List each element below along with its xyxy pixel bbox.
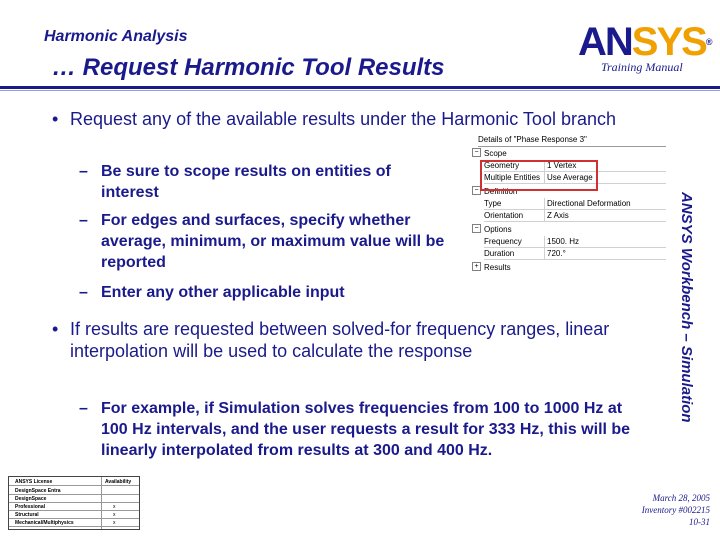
header-rule-thin	[0, 90, 720, 91]
logo-sys: SYS	[631, 20, 706, 64]
license-row	[9, 496, 139, 503]
sub-bullet-1b	[79, 210, 461, 273]
license-header-row	[9, 479, 139, 486]
section-title: Harmonic Analysis	[44, 28, 188, 45]
sub-bullet-2a	[79, 398, 646, 461]
detail-key: Orientation	[484, 211, 524, 220]
detail-key: Duration	[484, 249, 515, 258]
sub-dash: –	[79, 212, 88, 229]
license-row	[9, 512, 139, 519]
license-row	[9, 504, 139, 511]
collapse-icon[interactable]: −	[472, 186, 481, 195]
sub-dash: –	[79, 284, 88, 301]
footer-date: March 28, 2005	[652, 493, 710, 503]
footer-inventory: Inventory #002215	[641, 505, 710, 515]
license-mark: x	[113, 504, 116, 510]
detail-key: Frequency	[484, 237, 522, 246]
group-results: Results	[484, 263, 511, 272]
detail-key: Geometry	[484, 161, 520, 170]
collapse-icon[interactable]: −	[472, 148, 481, 157]
license-mark: x	[113, 520, 116, 526]
license-row	[9, 488, 139, 495]
highlight-box	[480, 160, 598, 191]
detail-row[interactable]	[484, 248, 666, 260]
sub-bullet-1a	[79, 161, 421, 203]
detail-value: 1 Vertex	[544, 160, 665, 171]
group-definition: Definition	[484, 187, 518, 196]
training-manual-label: Training Manual	[601, 60, 683, 74]
detail-row[interactable]	[484, 236, 666, 248]
license-name: Structural	[15, 512, 39, 518]
group-scope: Scope	[484, 149, 507, 158]
license-header: Availability	[105, 479, 132, 485]
header-rule	[0, 86, 720, 89]
detail-value: Z Axis	[544, 210, 665, 221]
slide-header	[0, 0, 720, 88]
slide-footer	[560, 492, 710, 528]
sub-dash: –	[79, 400, 88, 417]
license-row	[9, 520, 139, 527]
sub-bullet-1c	[79, 282, 441, 303]
detail-row[interactable]	[484, 198, 666, 210]
sub-bullet-1b-text: For edges and surfaces, specify whether average, minimum, or maximum value will be reported	[101, 212, 445, 271]
license-header: ANSYS License	[15, 479, 53, 485]
bullet-dot: •	[52, 109, 59, 129]
detail-key: Multiple Entities	[484, 173, 541, 182]
license-table	[8, 476, 140, 530]
sub-bullet-2a-text: For example, if Simulation solves frequencies from 100 to 1000 Hz at 100 Hz intervals, and the user requests a result for 333 Hz, this will be linearly interpolated from results at 300 and 400 Hz.	[101, 400, 631, 459]
sub-dash: –	[79, 163, 88, 180]
details-panel	[458, 134, 668, 284]
detail-row[interactable]	[484, 210, 666, 222]
detail-value: Use Average	[544, 172, 665, 183]
license-name: Professional	[15, 504, 46, 510]
details-panel-title: Details of "Phase Response 3"	[478, 134, 666, 147]
slide-title: … Request Harmonic Tool Results	[52, 54, 445, 81]
license-mark: x	[113, 512, 116, 518]
side-bar	[673, 96, 717, 423]
logo-registered: ®	[705, 37, 713, 47]
sub-bullet-1c-text: Enter any other applicable input	[101, 284, 345, 301]
detail-value: 1500. Hz	[544, 236, 665, 247]
bullet-1-text: Request any of the available results under the Harmonic Tool branch	[70, 109, 616, 129]
bullet-2	[52, 318, 630, 362]
sub-bullet-1a-text: Be sure to scope results on entities of interest	[101, 163, 391, 201]
logo-an: AN	[578, 20, 632, 64]
side-label: ANSYS Workbench – Simulation	[678, 192, 695, 423]
detail-key: Type	[484, 199, 502, 208]
collapse-icon[interactable]: −	[472, 224, 481, 233]
license-name: DesignSpace	[15, 496, 47, 502]
bullet-dot: •	[52, 319, 59, 339]
detail-value: 720.°	[544, 248, 665, 259]
footer-page-number: 10-31	[689, 517, 710, 527]
ansys-logo	[578, 20, 713, 64]
license-name: DesignSpace Entra	[15, 488, 61, 494]
expand-icon[interactable]: +	[472, 262, 481, 271]
bullet-1	[52, 108, 630, 130]
license-name: Mechanical/Multiphysics	[15, 520, 74, 526]
detail-value: Directional Deformation	[544, 198, 665, 209]
group-options: Options	[484, 225, 512, 234]
bullet-2-text: If results are requested between solved-for frequency ranges, linear interpolation will be used to calculate the response	[70, 319, 610, 361]
